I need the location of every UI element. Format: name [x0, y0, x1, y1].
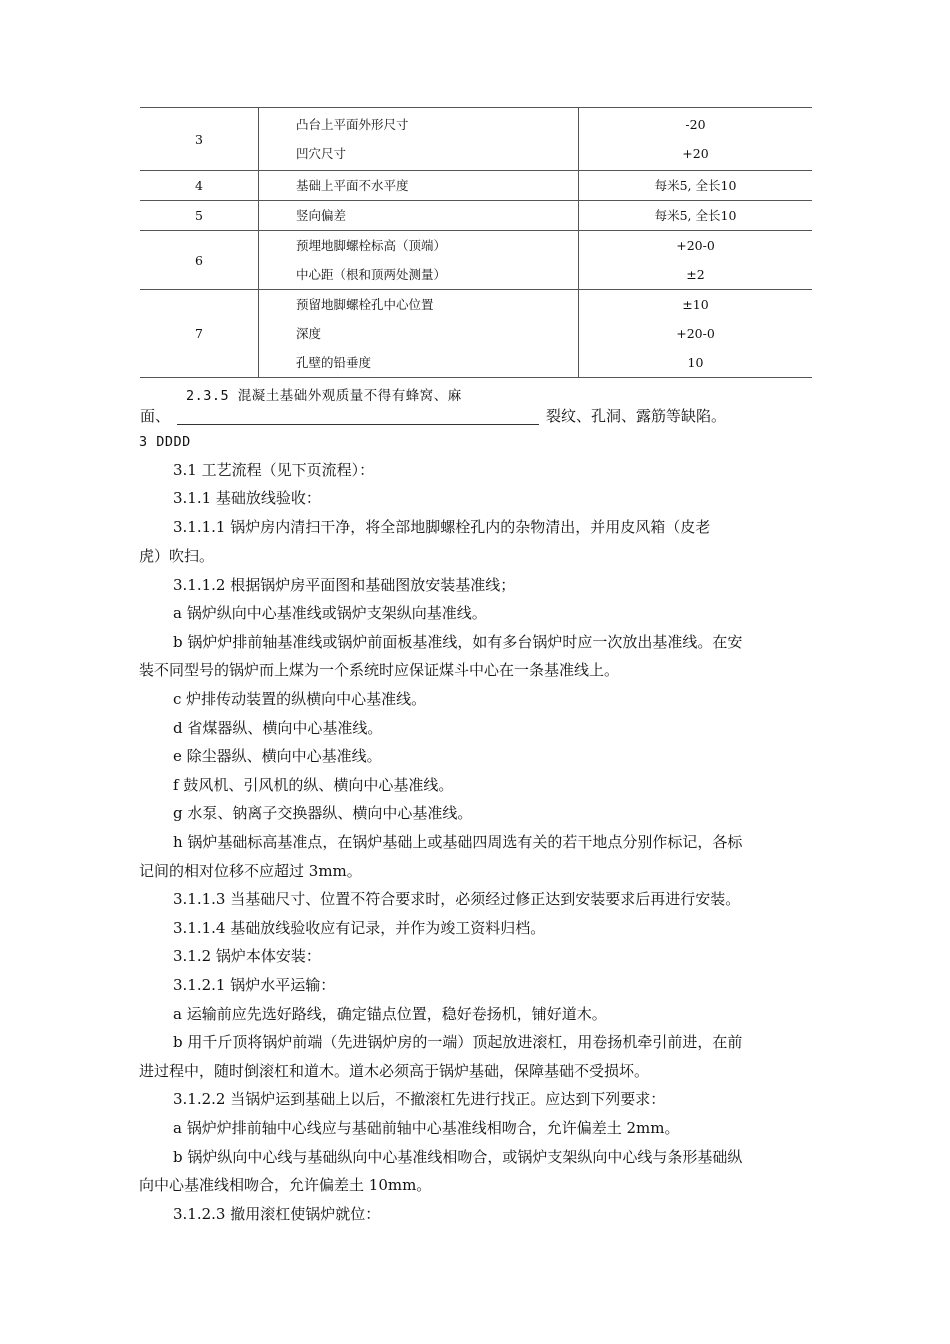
- list-item-a: a 锅炉炉排前轴中心线应与基础前轴中心基准线相吻合，允许偏差土 2mm。: [173, 1119, 680, 1137]
- clause-3-1-1-2: 3.1.1.2 根据锅炉房平面图和基础图放安装基准线；: [173, 576, 516, 594]
- clause-3-1-2: 3.1.2 锅炉本体安装：: [173, 947, 321, 965]
- clause-3-1-1-3: 3.1.1.3 当基础尺寸、位置不符合要求时，必须经过修正达到安装要求后再进行安装。: [173, 890, 741, 908]
- list-item-b: b 锅炉炉排前轴基准线或锅炉前面板基准线，如有多台锅炉时应一次放出基准线。在安: [173, 633, 743, 651]
- clause-3-1-1-4: 3.1.1.4 基础放线验收应有记录，并作为竣工资料归档。: [173, 919, 546, 937]
- value-text: 每米5, 全长10: [654, 208, 737, 223]
- item-cell: [259, 290, 579, 378]
- item-text: 深度: [296, 326, 322, 341]
- list-item-h: h 锅炉基础标高基准点，在锅炉基础上或基础四周选有关的若干地点分别作标记，各标: [173, 833, 743, 851]
- item-text: 预埋地脚螺栓标高（顶端）: [296, 238, 447, 253]
- list-item-g: g 水泵、钠离子交换器纵、横向中心基准线。: [173, 804, 473, 822]
- list-item-b: b 锅炉纵向中心线与基础纵向中心基准线相吻合，或锅炉支架纵向中心线与条形基础纵: [173, 1148, 743, 1166]
- table-row: [140, 171, 812, 201]
- list-item-a: a 锅炉纵向中心基准线或锅炉支架纵向基准线。: [173, 604, 487, 622]
- list-item-f: f 鼓风机、引风机的纵、横向中心基准线。: [173, 776, 454, 794]
- item-text: 基础上平面不水平度: [296, 178, 409, 193]
- fill-blank-underline: [177, 424, 539, 425]
- value-text: ±2: [686, 267, 705, 282]
- table-row: [140, 231, 812, 290]
- list-item-b-cont: 向中心基准线相吻合，允许偏差土 10mm。: [139, 1176, 432, 1194]
- value-text: ±10: [682, 297, 709, 312]
- paragraph-2-3-5-line2-end: 裂纹、孔洞、露筋等缺陷。: [546, 407, 727, 425]
- list-item-b: b 用千斤顶将锅炉前端（先进锅炉房的一端）顶起放进滚杠，用卷扬机牵引前进，在前: [173, 1033, 743, 1051]
- item-cell: [259, 201, 579, 231]
- item-cell: [259, 171, 579, 201]
- list-item-e: e 除尘器纵、横向中心基准线。: [173, 747, 382, 765]
- clause-3-1-2-2: 3.1.2.2 当锅炉运到基础上以后，不撤滚杠先进行找正。应达到下列要求：: [173, 1090, 666, 1108]
- item-text: 孔壁的铅垂度: [296, 355, 372, 370]
- clause-3-1-1: 3.1.1 基础放线验收：: [173, 489, 321, 507]
- clause-3-1-2-3: 3.1.2.3 撤用滚杠使锅炉就位：: [173, 1205, 381, 1223]
- value-text: +20-0: [676, 238, 715, 253]
- table-row: [140, 108, 812, 171]
- item-text: 预留地脚螺栓孔中心位置: [296, 297, 434, 312]
- list-item-a: a 运输前应先选好路线，确定锚点位置，稳好卷扬机，铺好道木。: [173, 1005, 607, 1023]
- clause-3-1-2-1: 3.1.2.1 锅炉水平运输：: [173, 976, 336, 994]
- value-text: +20: [682, 146, 709, 161]
- clause-3-1-1-1: 3.1.1.1 锅炉房内清扫干净，将全部地脚螺栓孔内的杂物清出，并用皮风箱（皮老: [173, 518, 711, 536]
- item-cell: [259, 231, 579, 290]
- row-number: 4: [140, 171, 259, 201]
- value-cell: [579, 290, 813, 378]
- paragraph-2-3-5-line1: 2.3.5 混凝土基础外观质量不得有蜂窝、麻: [186, 388, 462, 404]
- paragraph-2-3-5-line2-start: 面、: [140, 407, 171, 425]
- table-row: [140, 201, 812, 231]
- list-item-b-cont: 装不同型号的锅炉而上煤为一个系统时应保证煤斗中心在一条基准线上。: [139, 661, 620, 679]
- list-item-b-cont: 进过程中，随时倒滚杠和道木。道木必须高于锅炉基础，保障基础不受损坏。: [139, 1062, 650, 1080]
- section-3-heading: 3 DDDD: [139, 434, 191, 450]
- tolerance-table: [140, 107, 812, 378]
- row-number: 6: [140, 231, 259, 290]
- row-number: 3: [140, 108, 259, 171]
- value-text: -20: [685, 117, 706, 132]
- item-text: 中心距（根和顶两处测量）: [296, 267, 447, 282]
- row-number: 5: [140, 201, 259, 231]
- value-text: 每米5, 全长10: [654, 178, 737, 193]
- value-cell: [579, 231, 813, 290]
- item-cell: [259, 108, 579, 171]
- value-text: +20-0: [676, 326, 715, 341]
- list-item-d: d 省煤器纵、横向中心基准线。: [173, 719, 383, 737]
- clause-3-1-1-1-cont: 虎）吹扫。: [139, 547, 215, 565]
- item-text: 凹穴尺寸: [296, 146, 347, 161]
- value-cell: [579, 201, 813, 231]
- table-row: [140, 290, 812, 378]
- item-text: 竖向偏差: [296, 208, 347, 223]
- list-item-c: c 炉排传动装置的纵横向中心基准线。: [173, 690, 427, 708]
- item-text: 凸台上平面外形尺寸: [296, 117, 409, 132]
- list-item-h-cont: 记间的相对位移不应超过 3mm。: [139, 862, 362, 880]
- value-cell: [579, 108, 813, 171]
- clause-3-1: 3.1 工艺流程（见下页流程）：: [173, 461, 375, 479]
- row-number: 7: [140, 290, 259, 378]
- value-text: 10: [687, 355, 704, 370]
- value-cell: [579, 171, 813, 201]
